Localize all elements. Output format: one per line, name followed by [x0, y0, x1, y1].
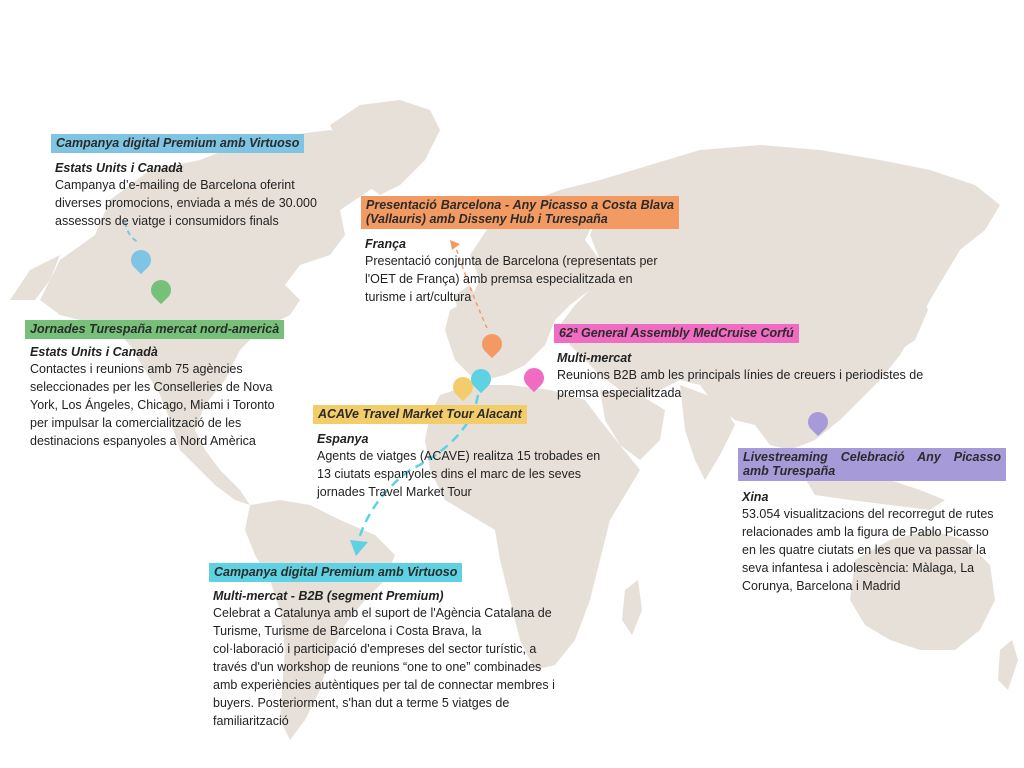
callout-description: Celebrat a Catalunya amb el suport de l'Agència Catalana de Turisme, Turisme de Barcelona i Costa Brava, la col·laboració i participació d'empreses del sector turístic, a través d'un workshop de reunions “one to one” combinades amb experiències autèntiques per tal de connectar membres i buyers. Posteriorment, s'han dut a terme 5 viatges de familiarització [213, 606, 555, 728]
madagascar-landmass [622, 580, 642, 635]
new-zealand-landmass [998, 640, 1018, 690]
callout-region: Estats Units i Canadà [55, 161, 183, 175]
callout-description: 53.054 visualitzacions del recorregut de rutes relacionades amb la figura de Pablo Picasso en les quatre ciutats en les que va passar la seva infantesa i adolescència: Màlaga, La Corunya, Barcelona i Madrid [742, 507, 994, 593]
callout-region: Xina [742, 490, 769, 504]
callout-acave [313, 405, 613, 501]
callout-jornades-na [25, 320, 305, 450]
callout-livestreaming [738, 448, 1008, 595]
callout-description: Campanya d’e-mailing de Barcelona oferint diverses promocions, enviada a més de 30.000 assessors de viatge i consumidors finals [55, 178, 317, 228]
callout-virtuoso-na [51, 134, 341, 230]
callout-title: ACAVe Travel Market Tour Alacant [313, 405, 527, 424]
callout-title: Campanya digital Premium amb Virtuoso [209, 563, 462, 582]
callout-picasso-france [361, 196, 681, 306]
callout-title: Campanya digital Premium amb Virtuoso [51, 134, 304, 153]
callout-title: Presentació Barcelona - Any Picasso a Costa Blava (Vallauris) amb Disseny Hub i Turespaña [361, 196, 679, 229]
callout-region: Espanya [317, 432, 369, 446]
callout-medcruise [554, 324, 964, 402]
callout-title: Livestreaming Celebració Any Picasso amb Turespaña [738, 448, 1006, 481]
callout-description: Agents de viatges (ACAVE) realitza 15 trobades en 13 ciutats espanyoles dins el marc de les seves jornades Travel Market Tour [317, 449, 601, 499]
callout-region: Estats Units i Canadà [30, 345, 158, 359]
callout-description: Presentació conjunta de Barcelona (representats per l'OET de França) amb premsa especialitzada en turisme i art/cultura [365, 254, 658, 304]
callout-title: Jornades Turespaña mercat nord-americà [25, 320, 284, 339]
callout-region: França [365, 237, 406, 251]
callout-virtuoso-b2b [209, 563, 559, 730]
callout-region: Multi-mercat - B2B (segment Premium) [213, 589, 444, 603]
callout-title: 62ª General Assembly MedCruise Corfú [554, 324, 799, 343]
callout-region: Multi-mercat [557, 351, 632, 365]
callout-description: Contactes i reunions amb 75 agències seleccionades per les Conselleries de Nova York, Los Ángeles, Chicago, Miami i Toronto per impulsar la comercialització de les destinacions espanyoles a Nord Amèrica [30, 362, 275, 448]
callout-description: Reunions B2B amb les principals línies de creuers i periodistes de premsa especialitzada [557, 368, 924, 400]
